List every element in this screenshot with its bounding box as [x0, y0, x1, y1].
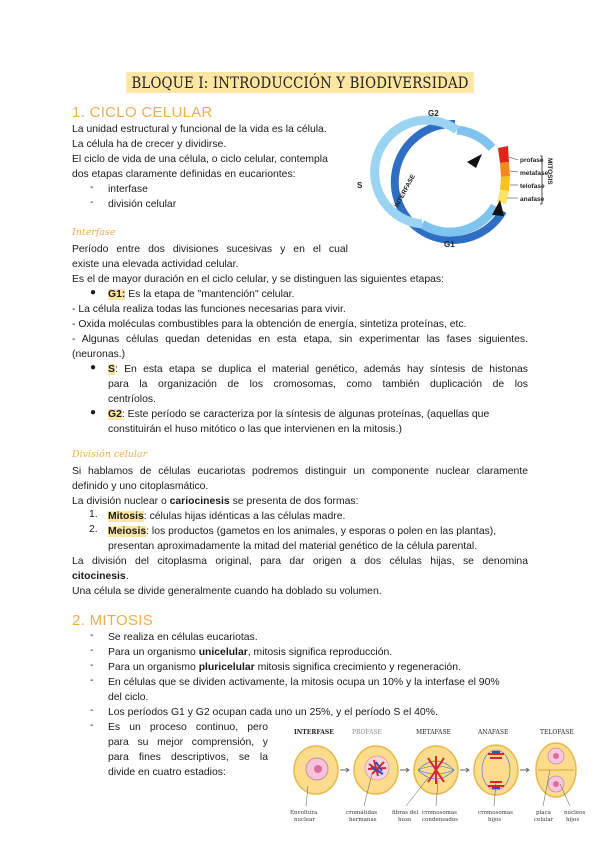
header-metafase: METAFASE [416, 729, 451, 736]
meiosis-desc-line2: presentan aproximadamente la mitad del material genético de la célula parental. [108, 541, 478, 552]
label-hijos-2: hijos [566, 817, 580, 823]
item2-post: , mitosis significa reproducción. [247, 647, 393, 658]
list-number-1: 1. [89, 509, 98, 520]
mitosis-item-5: Los períodos G1 y G2 ocupan cada uno un 25%, y el período S el 40%. [108, 707, 438, 718]
mitosis-item-3 [108, 660, 461, 675]
g1-item-2: - Oxida moléculas combustibles para la obtención de energía, sintetiza proteínas, etc. [72, 319, 467, 330]
intro-line-4: dos etapas claramente definidas en eucariontes: [72, 169, 296, 180]
label-cromosomas-2: cromosomas [478, 810, 513, 816]
mitosis-item-6-line1: Es un proceso continuo, pero [108, 722, 268, 733]
label-hijos: hijos [488, 817, 502, 823]
mitosis-item-4-line2: del ciclo. [108, 692, 149, 703]
division-p2 [72, 494, 359, 509]
g2-label: G2 [428, 109, 439, 118]
interfase-p1-line2: existe una elevada actividad celular. [72, 259, 239, 270]
g1-label: G1 [444, 240, 455, 249]
s-phase-line1 [108, 362, 528, 377]
interfase-p2: Es el de mayor duración en el ciclo celular, y se distinguen las siguientes etapas: [72, 274, 444, 285]
label-cromatidas: cromátidas [346, 810, 378, 816]
mitosis-desc: : células hijas idénticas a las células madre. [143, 511, 346, 522]
closing-line: Una célula se divide generalmente cuando ha doblado su volumen. [72, 586, 382, 597]
mitosis-item-2 [108, 645, 392, 660]
header-telofase: TELOFASE [540, 729, 574, 736]
division-p1-line1: Si hablamos de células eucariotas podremos distinguir un componente nuclear claramente [72, 466, 528, 477]
label-celular: celular [534, 817, 554, 823]
item3-post: mitosis significa crecimiento y regeneración. [254, 662, 461, 673]
dash-marker: - [90, 182, 94, 193]
g2-phase-line2: constituirán el huso mitótico o las que intervienen en la mitosis.) [108, 424, 402, 435]
interfase-label: INTERFASE [393, 173, 417, 209]
g1-text: Es la etapa de "mantención" celular. [125, 289, 295, 300]
section2-heading: 2. MITOSIS [72, 612, 154, 629]
s-label-highlight: S [108, 364, 115, 375]
list-item-meiosis [108, 524, 496, 539]
interfase-p1-line1: Período entre dos divisiones sucesivas y en el cual [72, 244, 348, 255]
g2-arc [457, 130, 492, 148]
meiosis-term: Meiosis [108, 526, 147, 537]
division-p1-line2: definido y uno citoplasmático. [72, 481, 209, 492]
mitosis-term: Mitosis [108, 511, 144, 522]
label-cromosomas-1: cromosomas [422, 810, 457, 816]
list-item-mitosis [108, 509, 345, 524]
list-number-2: 2. [89, 524, 98, 535]
unicelular-term: unicelular [198, 647, 248, 658]
mitosis-item-1: Se realiza en células eucariotas. [108, 632, 258, 643]
g1-item-1: - La célula realiza todas las funciones necesarias para vivir. [72, 304, 346, 315]
stage-division: división celular [108, 199, 177, 210]
intro-line-2: La célula ha de crecer y dividirse. [72, 139, 227, 150]
mitosis-item-6-line3: para fines descriptivos, se la [108, 752, 268, 763]
phase-metafase: metafase [520, 170, 549, 177]
mitosis-label: MITOSIS [546, 158, 553, 185]
pluricelular-term: pluricelular [198, 662, 255, 673]
cariocinesis-term: cariocinesis [169, 496, 230, 507]
division-p2-pre: La división nuclear o [72, 496, 170, 507]
s-phase-line2: para la organización de los cromosomas, como también duplicación de los [108, 379, 528, 390]
page-title: BLOQUE I: INTRODUCCIÓN Y BIODIVERSIDAD [126, 72, 474, 93]
dash-marker: - [90, 705, 94, 716]
arrow-top [467, 154, 482, 168]
header-interfase: INTERFASE [294, 729, 334, 736]
mitosis-lightyellow-wedge [497, 190, 509, 204]
label-placa: placa [536, 810, 551, 816]
label-nucleos: núcleos [564, 810, 586, 816]
section1-heading: 1. CICLO CELULAR [72, 104, 213, 121]
daughter-nucleolus-top [553, 753, 559, 759]
label-hermanas: hermanas [349, 817, 377, 823]
division-subtitle: División celular [72, 449, 148, 460]
dash-marker: - [90, 675, 94, 686]
label-fibras-del: fibras del [392, 810, 419, 816]
cell-cycle-diagram [352, 100, 562, 260]
item3-pre: Para un organismo [108, 662, 199, 673]
mitosis-orange-wedge [500, 162, 510, 177]
stage-interfase: interfase [108, 184, 148, 195]
title-wrap [0, 72, 600, 93]
mitosis-red-wedge [498, 146, 509, 163]
header-anafase: ANAFASE [478, 729, 509, 736]
bullet-dot: ● [90, 407, 97, 418]
g2-phase-line1 [108, 407, 489, 422]
g1-item-3-line1: - Algunas células quedan detenidas en esta etapa, sin experimentar las fases siguientes. [72, 334, 528, 345]
s-text-1: : En esta etapa se duplica el material genético, además hay síntesis de histonas [114, 364, 528, 375]
division-p2-post: se presenta de dos formas: [229, 496, 359, 507]
mitosis-item-6-line4: divide en cuatro estadios: [108, 767, 226, 778]
phase-telofase: telofase [520, 183, 545, 190]
dash-marker: - [90, 197, 94, 208]
phase-profase: profase [520, 157, 544, 164]
daughter-nucleolus-bottom [553, 781, 559, 787]
label-nuclear: nuclear [294, 817, 316, 823]
dash-marker: - [90, 645, 94, 656]
g1-phase [108, 287, 294, 302]
interfase-subtitle: Interfase [72, 227, 116, 238]
label-envoltura: Envoltura [290, 810, 318, 816]
intro-line-1: La unidad estructural y funcional de la vida es la célula. [72, 124, 327, 135]
cito-line1: La división del citoplasma original, para dar origen a dos células hijas, se denomina [72, 556, 528, 567]
bullet-dot: ● [90, 287, 97, 298]
citocinesis-term: citocinesis [72, 571, 126, 582]
header-profase: PROFASE [352, 729, 382, 736]
g2-label-highlight: G2 [108, 409, 122, 420]
item2-pre: Para un organismo [108, 647, 199, 658]
g1-item-3-line2: (neuronas.) [72, 349, 126, 360]
phase-line-1 [509, 157, 518, 160]
meiosis-desc: : los productos (gametos en los animales, y esporas o polen en las plantas), [146, 526, 497, 537]
phase-line-2 [510, 171, 518, 172]
intro-line-3: El ciclo de vida de una célula, o ciclo celular, contempla [72, 154, 328, 165]
label-condensados: condensados [422, 817, 459, 823]
phase-anafase: anafase [520, 196, 545, 203]
mitosis-yellow-wedge [500, 176, 510, 191]
interphase-nucleolus [314, 765, 322, 773]
s-label: S [357, 181, 363, 190]
g2-text-1: : Este período se caracteriza por la síntesis de algunas proteínas, (aquellas que [121, 409, 490, 420]
label-huso: huso [398, 817, 412, 823]
dash-marker: - [90, 660, 94, 671]
bullet-dot: ● [90, 362, 97, 373]
mitosis-item-6-line2: para su mejor comprensión, y [108, 737, 268, 748]
mitosis-stages-figure [288, 722, 588, 832]
dash-marker: - [90, 720, 94, 731]
cito-line2 [72, 569, 129, 584]
cito-end: . [125, 571, 129, 582]
s-phase-line3: centríolos. [108, 394, 156, 405]
mitosis-item-4-line1: En células que se dividen activamente, la mitosis ocupa un 10% y la interfase el 90% [108, 677, 500, 688]
dash-marker: - [90, 630, 94, 641]
g1-label-highlight: G1: [108, 289, 126, 300]
